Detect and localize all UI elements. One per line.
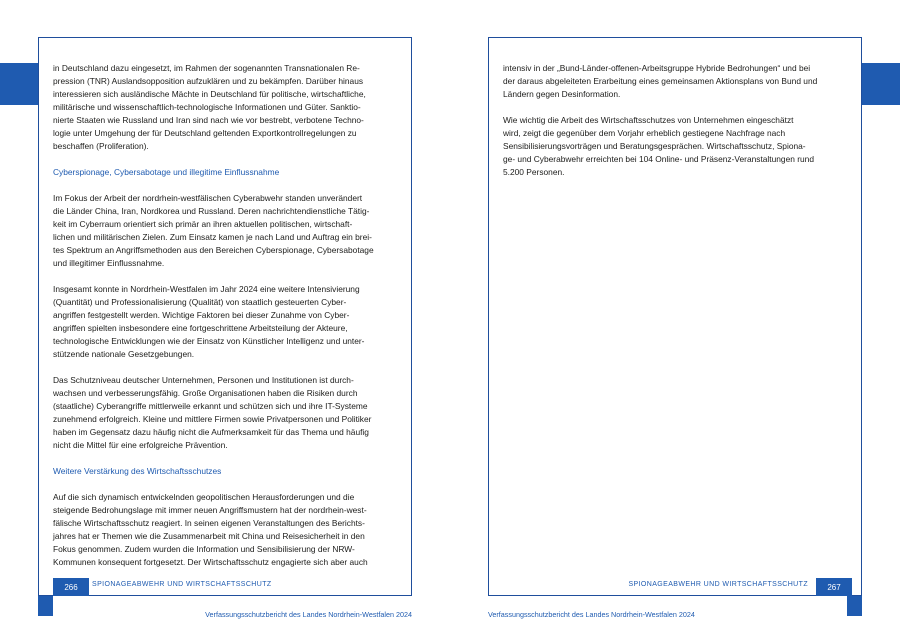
text-line: logie unter Umgehung der für Deutschland geltenden Exportkontrollregelungen zu — [53, 128, 357, 138]
footer-strip-right — [847, 596, 862, 616]
paragraph-nachfrage — [503, 114, 851, 179]
text-line: angriffen spielten insbesondere eine fortgeschrittene Arbeitsteilung der Akteure, — [53, 323, 348, 333]
paragraph-schutzniveau — [53, 374, 401, 452]
text-line: die Länder China, Iran, Nordkorea und Russland. Deren nachrichtendienstliche Tätig- — [53, 206, 370, 216]
left-margin-tab — [0, 63, 38, 105]
text-line: Sensibilisierungsvorträgen und Beratungsgesprächen. Wirtschaftsschutz, Spiona- — [503, 141, 806, 151]
text-line: Auf die sich dynamisch entwickelnden geopolitischen Herausforderungen und die — [53, 492, 355, 502]
text-line: lichen und militärischen Zielen. Zum Einsatz kamen je nach Land und Auftrag ein brei- — [53, 232, 372, 242]
text-line: wachsen und verbesserungsfähig. Große Organisationen haben die Risiken durch — [53, 388, 358, 398]
text-line: Insgesamt konnte in Nordrhein-Westfalen im Jahr 2024 eine weitere Intensivierung — [53, 284, 360, 294]
paragraph-cyberabwehr-focus — [53, 192, 401, 270]
right-page-body — [503, 62, 851, 179]
text-line: jahres hat er Themen wie die Zusammenarbeit mit China und Reisesicherheit in den — [53, 531, 365, 541]
text-line: nierte Staaten wie Russland und Iran sind nach wie vor bestrebt, verbotene Techno- — [53, 115, 364, 125]
footer-strip-left — [38, 596, 53, 616]
text-line: (staatliche) Cyberangriffe mittlerweile erkannt und schützen sich und ihre IT-Systeme — [53, 401, 368, 411]
text-line: Kommunen konsequent fortgesetzt. Der Wirtschaftsschutz engagierte sich aber auch — [53, 557, 368, 567]
text-line: Im Fokus der Arbeit der nordrhein-westfälischen Cyberabwehr standen unverändert — [53, 193, 363, 203]
text-line: tes Spektrum an Angriffsmethoden aus den Bereichen Cyberspionage, Cybersabotage — [53, 245, 374, 255]
page-number-left: 266 — [53, 578, 89, 596]
paragraph-intensivierung — [53, 283, 401, 361]
section-heading-wirtschaftsschutz: Weitere Verstärkung des Wirtschaftsschutzes — [53, 466, 222, 476]
paragraph-proliferation — [53, 62, 401, 153]
text-line: beschaffen (Proliferation). — [53, 141, 149, 151]
text-line: militärische und wissenschaftlich-technologische Informationen und Güter. Sanktio- — [53, 102, 361, 112]
paragraph-wirtschaftsschutz — [53, 491, 401, 569]
text-line: wird, zeigt die gegenüber dem Vorjahr erheblich gestiegene Nachfrage nach — [503, 128, 786, 138]
text-line: stützende nationale Gesetzgebungen. — [53, 349, 195, 359]
paragraph-arbeitsgruppe — [503, 62, 851, 101]
text-line: nicht die Mittel für eine erfolgreiche Prävention. — [53, 440, 228, 450]
text-line: technologische Entwicklungen wie der Einsatz von Künstlicher Intelligenz und unter- — [53, 336, 365, 346]
running-section-title-right: SPIONAGEABWEHR UND WIRTSCHAFTSSCHUTZ — [628, 581, 808, 588]
text-line: Fokus genommen. Zudem wurden die Information und Sensibilisierung der NRW- — [53, 544, 355, 554]
text-line: ge- und Cyberabwehr erreichten bei 104 Online- und Präsenz-Veranstaltungen rund — [503, 154, 814, 164]
text-line: intensiv in der „Bund-Länder-offenen-Arbeitsgruppe Hybride Bedrohungen“ und bei — [503, 63, 811, 73]
text-line: keit im Cyberraum orientiert sich primär an ihren aktuellen politischen, wirtschaft- — [53, 219, 353, 229]
text-line: in Deutschland dazu eingesetzt, im Rahmen der sogenannten Transnationalen Re- — [53, 63, 360, 73]
report-title-right: Verfassungsschutzbericht des Landes Nordrhein-Westfalen 2024 — [488, 610, 695, 619]
text-line: und illegitimer Einflussnahme. — [53, 258, 165, 268]
text-line: der daraus abgeleiteten Erarbeitung eines gemeinsamen Aktionsplans von Bund und — [503, 76, 818, 86]
text-line: zunehmend erfolgreich. Kleine und mittlere Firmen sowie Privatpersonen und Politiker — [53, 414, 372, 424]
text-line: haben im Gegensatz dazu häufig nicht die Aufmerksamkeit für das Thema und häufig — [53, 427, 369, 437]
text-line: 5.200 Personen. — [503, 167, 565, 177]
text-line: Das Schutzniveau deutscher Unternehmen, Personen und Institutionen ist durch- — [53, 375, 354, 385]
text-line: (Quantität) und Professionalisierung (Qualität) von staatlich gesteuerten Cyber- — [53, 297, 347, 307]
page-number-right: 267 — [816, 578, 852, 596]
right-margin-tab — [862, 63, 900, 105]
text-line: pression (TNR) Auslandsopposition aufzuklären und zu bekämpfen. Darüber hinaus — [53, 76, 364, 86]
text-line: Wie wichtig die Arbeit des Wirtschaftsschutzes von Unternehmen eingeschätzt — [503, 115, 794, 125]
text-line: angriffen festgestellt werden. Wichtige Faktoren bei dieser Zunahme von Cyber- — [53, 310, 350, 320]
running-section-title-left: SPIONAGEABWEHR UND WIRTSCHAFTSSCHUTZ — [92, 581, 272, 588]
report-title-left: Verfassungsschutzbericht des Landes Nordrhein-Westfalen 2024 — [205, 610, 412, 619]
text-line: steigende Bedrohungslage mit immer neuen Angriffsmustern hat der nordrhein-west- — [53, 505, 367, 515]
left-page-body — [53, 62, 401, 569]
text-line: interessieren sich ausländische Mächte in Deutschland für politische, wirtschaftliche, — [53, 89, 366, 99]
text-line: fälische Wirtschaftsschutz reagiert. In seinen eigenen Veranstaltungen des Berichts- — [53, 518, 365, 528]
section-heading-cyber: Cyberspionage, Cybersabotage und illegitime Einflussnahme — [53, 167, 280, 177]
text-line: Ländern gegen Desinformation. — [503, 89, 621, 99]
